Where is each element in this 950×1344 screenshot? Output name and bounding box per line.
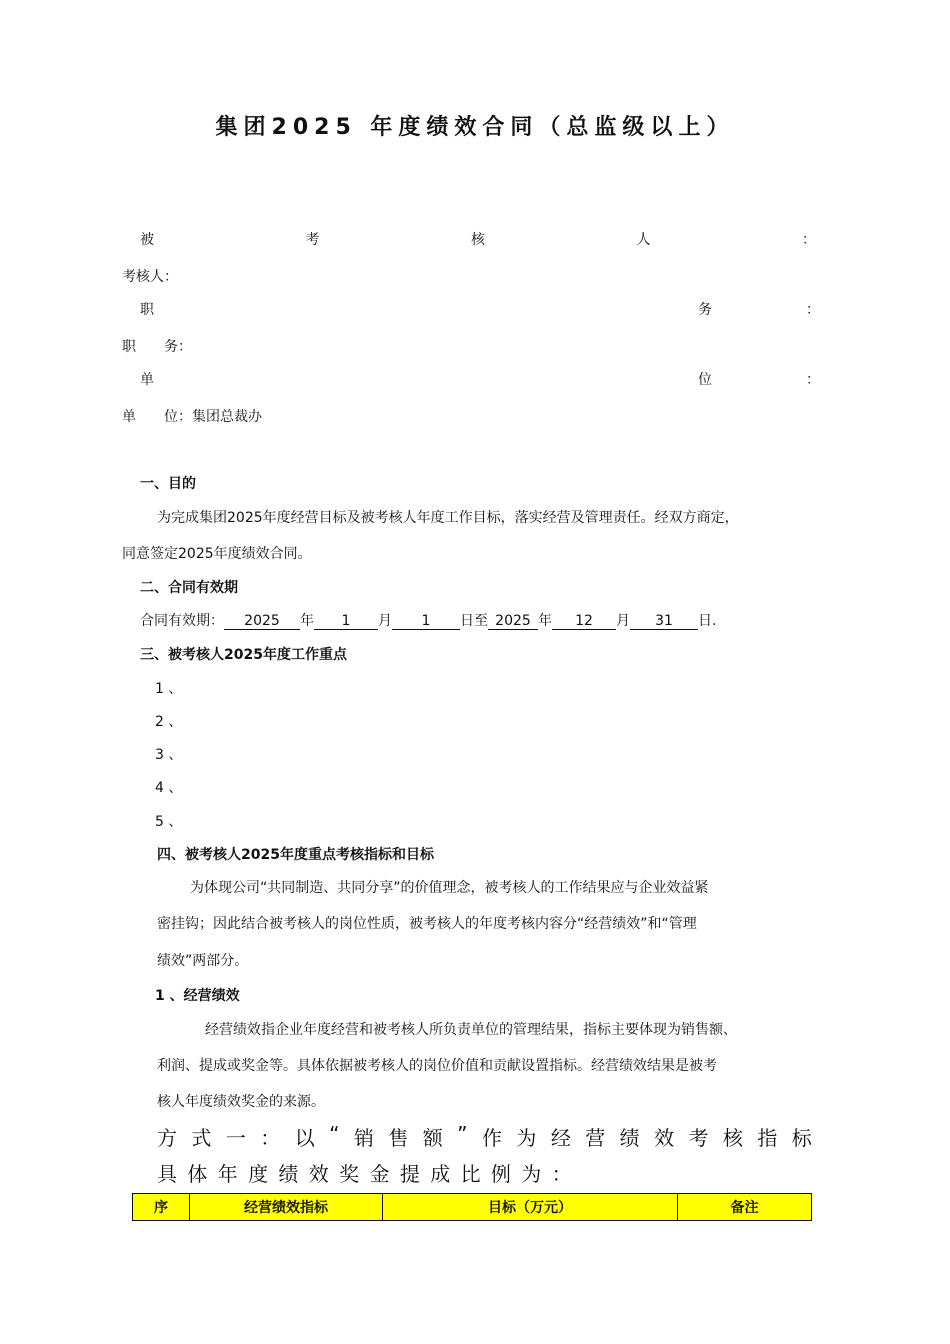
month-char: 月 xyxy=(616,613,630,629)
document-title: 集团2025 年度绩效合同（总监级以上） xyxy=(215,115,735,140)
method-char: 考 xyxy=(688,1126,709,1150)
method-char: “ xyxy=(329,1122,340,1146)
table-header-row xyxy=(133,1194,812,1221)
unit-char-1: 单 xyxy=(140,372,154,388)
method-char: 标 xyxy=(791,1126,812,1150)
list-item: 5 、 xyxy=(155,814,183,830)
method-char: 经 xyxy=(550,1126,571,1150)
method-char: 效 xyxy=(654,1126,675,1150)
assessee-char: 核 xyxy=(471,232,485,248)
method-char: 方 xyxy=(157,1126,177,1150)
method-char: 一 xyxy=(225,1126,246,1150)
table-header-cell: 序 xyxy=(133,1194,190,1221)
method-char: 核 xyxy=(722,1126,743,1150)
section1-para-line1: 为完成集团2025年度经营目标及被考核人年度工作目标，落实经营及管理责任。经双方商定， xyxy=(157,510,739,526)
position-char-1: 职 xyxy=(140,302,154,318)
validity-line xyxy=(140,610,716,630)
method-line1 xyxy=(157,1122,812,1151)
method-char: ” xyxy=(457,1122,468,1146)
assessee-char: 考 xyxy=(305,232,320,248)
method-char: 以 xyxy=(294,1126,315,1150)
section4-para-line1: 为体现公司“共同制造、共同分享”的价值理念，被考核人的工作结果应与企业效益紧 xyxy=(190,880,709,896)
subsection-heading: 1 、经营绩效 xyxy=(155,988,240,1004)
end-day: 31 xyxy=(630,613,698,630)
end-year: 2025 xyxy=(488,613,538,630)
assessee-char: ： xyxy=(802,232,816,248)
section4-heading: 四、被考核人2025年度重点考核指标和目标 xyxy=(157,847,434,863)
list-item: 1 、 xyxy=(155,681,183,697)
month-char: 月 xyxy=(378,613,392,629)
end-suffix: 日. xyxy=(698,613,717,629)
kpi-table xyxy=(132,1193,812,1221)
year-char: 年 xyxy=(300,613,314,629)
list-item: 3 、 xyxy=(155,747,183,763)
day-to: 日至 xyxy=(460,613,488,629)
section1-heading: 一、目的 xyxy=(140,476,196,492)
subsection-para-line3: 核人年度绩效奖金的来源。 xyxy=(157,1094,325,1110)
section1-para-line2: 同意签定2025年度绩效合同。 xyxy=(122,546,312,562)
method-char: 指 xyxy=(757,1126,778,1150)
method-char: 为 xyxy=(516,1126,537,1150)
start-year: 2025 xyxy=(224,613,300,630)
position-char-3: ： xyxy=(806,302,820,318)
method-char: 销 xyxy=(353,1126,374,1150)
method-char: 额 xyxy=(422,1126,443,1150)
section4-para-line3: 绩效”两部分。 xyxy=(157,953,249,969)
list-item: 4 、 xyxy=(155,780,183,796)
section3-heading: 三、被考核人2025年度工作重点 xyxy=(140,647,347,663)
method-char: 售 xyxy=(388,1126,409,1150)
section4-para-line2: 密挂钩；因此结合被考核人的岗位性质，被考核人的年度考核内容分“经营绩效”和“管理 xyxy=(157,916,697,932)
assessor-label: 考核人： xyxy=(122,269,178,285)
assessee-char: 被 xyxy=(140,232,154,248)
position-label: 职 务： xyxy=(122,339,192,355)
table-header-cell: 经营绩效指标 xyxy=(190,1194,383,1221)
start-month: 1 xyxy=(314,613,378,630)
year-char: 年 xyxy=(538,613,552,629)
unit-char-3: ： xyxy=(806,372,820,388)
table-header-cell: 目标（万元） xyxy=(383,1194,678,1221)
unit-char-2: 位 xyxy=(698,372,712,388)
table-header-cell: 备注 xyxy=(678,1194,812,1221)
assessee-label-row xyxy=(140,229,816,249)
start-day: 1 xyxy=(392,613,460,630)
end-month: 12 xyxy=(552,613,616,630)
assessee-char: 人 xyxy=(636,232,651,248)
method-char: 式 xyxy=(191,1126,212,1150)
method-line2: 具 体 年 度 绩 效 奖 金 提 成 比 例 为 ： xyxy=(157,1162,574,1186)
validity-label: 合同有效期： xyxy=(140,613,224,629)
section2-heading: 二、合同有效期 xyxy=(140,580,238,596)
list-item: 2 、 xyxy=(155,714,183,730)
unit-label: 单 位：集团总裁办 xyxy=(122,409,262,425)
method-char: 作 xyxy=(481,1126,502,1150)
subsection-para-line2: 利润、提成或奖金等。具体依据被考核人的岗位价值和贡献设置指标。经营绩效结果是被考 xyxy=(157,1058,717,1074)
subsection-para-line1: 经营绩效指企业年度经营和被考核人所负责单位的管理结果，指标主要体现为销售额、 xyxy=(205,1022,737,1038)
method-char: 绩 xyxy=(619,1126,640,1150)
method-char: 营 xyxy=(585,1126,606,1150)
method-char: ： xyxy=(260,1126,281,1150)
position-char-2: 务 xyxy=(698,302,712,318)
